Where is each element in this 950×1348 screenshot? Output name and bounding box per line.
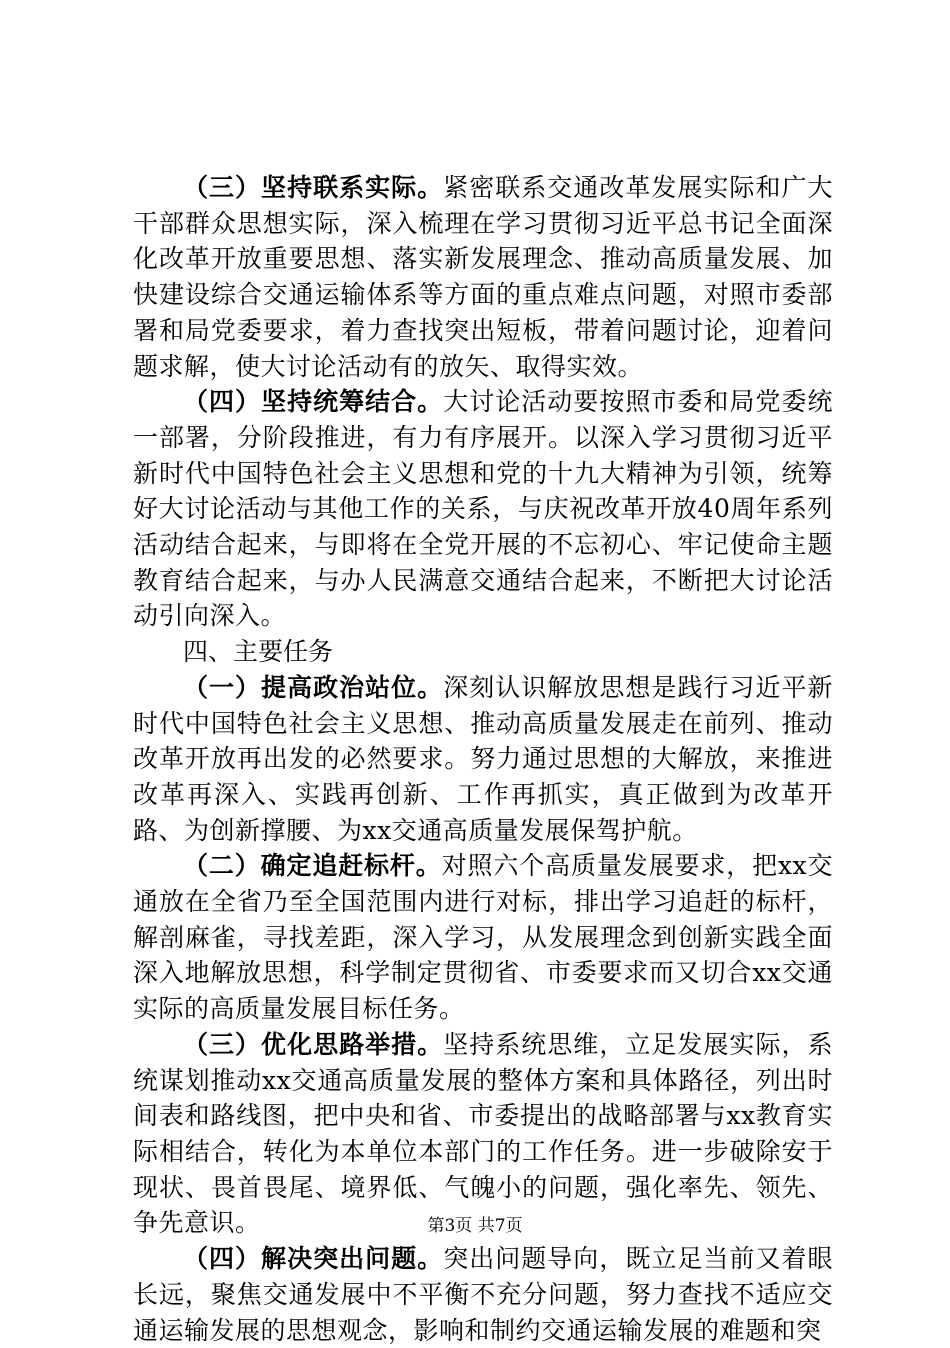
paragraph-text: 对照六个高质量发展要求，把xx交通放在全省乃至全国范围内进行对标，排出学习追赶的标杆，解剖麻雀，寻找差距，深入学习，从发展理念到创新实践全面深入地解放思想，科学制定贯彻省、市委要求而又切合xx交通实际的高质量发展目标任务。 xyxy=(133,851,833,1024)
paragraph-task-2 xyxy=(133,848,833,1027)
paragraph-lead: （四）坚持统筹结合。 xyxy=(183,387,444,417)
page-number: 第3页 共7页 xyxy=(427,1216,523,1236)
paragraph-principle-3 xyxy=(133,170,833,384)
paragraph-lead: （三）坚持联系实际。 xyxy=(183,173,444,202)
paragraph-text: 坚持系统思维，立足发展实际，系统谋划推动xx交通高质量发展的整体方案和具体路径，列出时间表和路线图，把中央和省、市委提出的战略部署与xx教育实际相结合，转化为本单位本部门的工作任务。进一步破除安于现状、畏首畏尾、境界低、气魄小的问题，强化率先、领先、争先意识。 xyxy=(133,1029,833,1238)
paragraph-task-1 xyxy=(133,670,833,849)
page-footer xyxy=(0,1215,950,1237)
paragraph-lead: （一）提高政治站位。 xyxy=(183,672,444,702)
paragraph-text: 大讨论活动要按照市委和局党委统一部署，分阶段推进，有力有序展开。以深入学习贯彻习近平新时代中国特色社会主义思想和党的十九大精神为引领，统筹好大讨论活动与其他工作的关系，与庆祝改革开放40周年系列活动结合起来，与即将在全党开展的不忘初心、牢记使命主题教育结合起来，与办人民满意交通结合起来，不断把大讨论活动引向深入。 xyxy=(133,387,833,631)
paragraph-lead: （四）解决突出问题。 xyxy=(183,1244,444,1274)
paragraph-text: 紧密联系交通改革发展实际和广大干部群众思想实际，深入梳理在学习贯彻习近平总书记全面深化改革开放重要思想、落实新发展理念、推动高质量发展、加快建设综合交通运输体系等方面的重点难点问题，对照市委部署和局党委要求，着力查找突出短板，带着问题讨论，迎着问题求解，使大讨论活动有的放矢、取得实效。 xyxy=(133,173,833,381)
paragraph-task-4 xyxy=(133,1241,833,1348)
paragraph-text: 深刻认识解放思想是践行习近平新时代中国特色社会主义思想、推动高质量发展走在前列、推动改革开放再出发的必然要求。努力通过思想的大解放，来推进改革再深入、实践再创新、工作再抓实，真正做到为改革开路、为创新撑腰、为xx交通高质量发展保驾护航。 xyxy=(133,672,833,845)
section-heading: 四、主要任务 xyxy=(183,637,334,667)
paragraph-principle-4 xyxy=(133,384,833,634)
paragraph-lead: （三）优化思路举措。 xyxy=(183,1029,444,1059)
paragraph-lead: （二）确定追赶标杆。 xyxy=(183,851,442,881)
paragraph-text: 突出问题导向，既立足当前又着眼长远，聚焦交通发展中不平衡不充分问题，努力查找不适应交通运输发展的思想观念，影响和制约交通运输发展的难题和突 xyxy=(133,1244,833,1345)
document-body xyxy=(133,170,833,1348)
paragraph-task-3 xyxy=(133,1027,833,1241)
